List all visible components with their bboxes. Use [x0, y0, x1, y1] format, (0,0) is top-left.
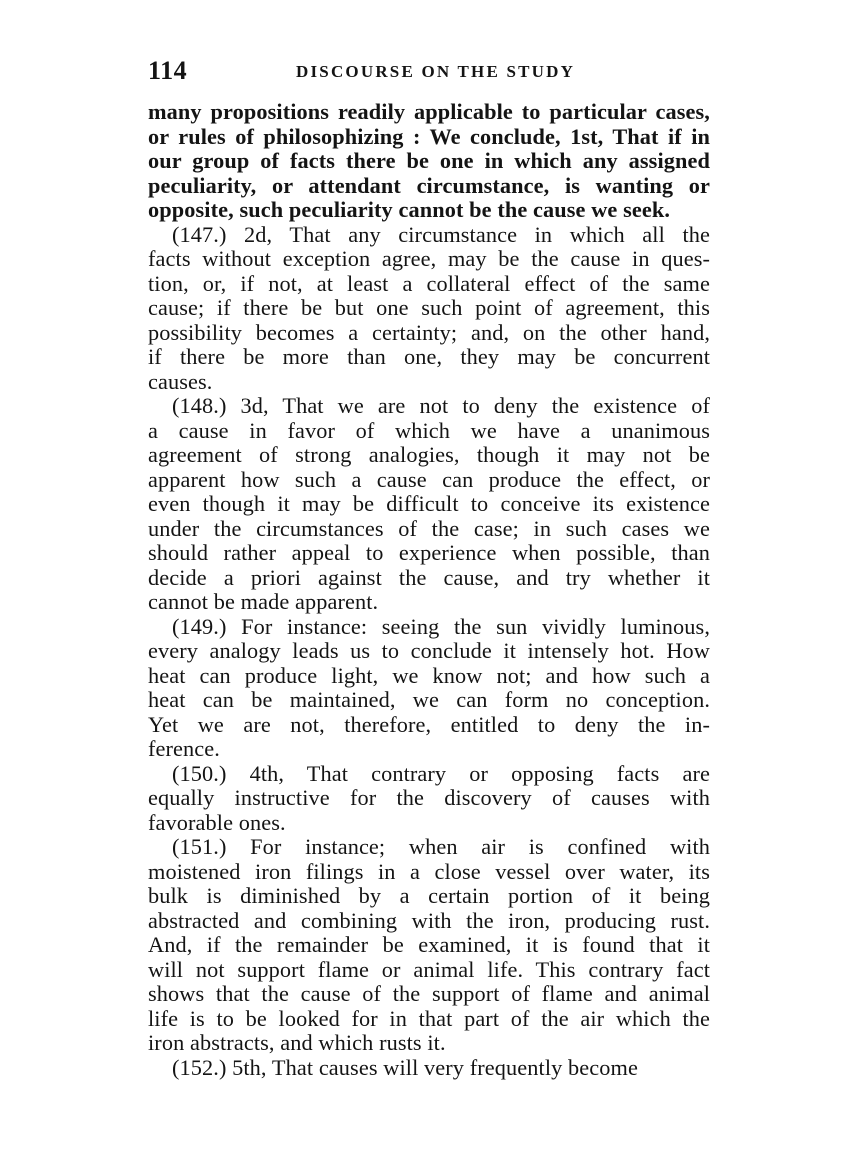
text-line: causes. — [148, 368, 213, 394]
text-line: ference. — [148, 736, 220, 761]
text-line: bulk is diminished by a certain portion of it being — [148, 883, 710, 908]
text-line: cause; if there be but one such point of agreement, this — [148, 295, 710, 320]
text-line: (147.) 2d, That any circumstance in which all the — [172, 221, 710, 247]
body-text — [148, 100, 710, 1080]
text-line: should rather appeal to experience when possible, than — [148, 540, 710, 565]
text-line: decide a priori against the cause, and try whether it — [148, 564, 710, 590]
page-number: 114 — [148, 56, 188, 85]
text-line: equally instructive for the discovery of causes with — [148, 785, 710, 810]
text-line: abstracted and combining with the iron, producing rust. — [148, 907, 710, 933]
text-line: iron abstracts, and which rusts it. — [148, 1030, 446, 1055]
text-line: (152.) 5th, That causes will very frequently become — [172, 1054, 638, 1080]
text-line: favorable ones. — [148, 809, 286, 835]
text-line: our group of facts there be one in which any assigned — [148, 148, 710, 173]
text-line: life is to be looked for in that part of the air which the — [148, 1005, 710, 1031]
text-line: cannot be made apparent. — [148, 589, 379, 614]
page-header — [148, 56, 710, 90]
text-line: Yet we are not, therefore, entitled to deny the in- — [148, 711, 710, 737]
text-line: moistened iron filings in a close vessel over water, its — [148, 858, 710, 884]
running-head: DISCOURSE ON THE STUDY — [296, 62, 576, 81]
text-line: under the circumstances of the case; in such cases we — [148, 515, 710, 541]
text-line: if there be more than one, they may be concurrent — [148, 344, 710, 369]
text-line: (150.) 4th, That contrary or opposing facts are — [172, 760, 710, 786]
text-line: possibility becomes a certainty; and, on the other hand, — [148, 319, 710, 345]
text-line: or rules of philosophizing : We conclude, 1st, That if in — [148, 123, 710, 149]
text-line: tion, or, if not, at least a collateral effect of the same — [148, 270, 710, 296]
text-line: And, if the remainder be examined, it is found that it — [148, 932, 710, 957]
text-line: heat can be maintained, we can form no conception. — [148, 687, 710, 712]
text-line: (149.) For instance: seeing the sun vividly luminous, — [172, 613, 710, 639]
text-line: facts without exception agree, may be the cause in ques- — [148, 246, 710, 271]
text-line: many propositions readily applicable to particular cases, — [148, 99, 710, 124]
text-line: (151.) For instance; when air is confined with — [172, 834, 710, 859]
text-line: every analogy leads us to conclude it intensely hot. How — [148, 638, 710, 663]
text-line: (148.) 3d, That we are not to deny the existence of — [172, 393, 710, 418]
text-line: opposite, such peculiarity cannot be the cause we seek. — [148, 197, 671, 222]
text-line: will not support flame or animal life. This contrary fact — [148, 956, 710, 982]
text-line: agreement of strong analogies, though it may not be — [148, 442, 710, 467]
text-line: heat can produce light, we know not; and how such a — [148, 662, 710, 688]
text-line: peculiarity, or attendant circumstance, is wanting or — [148, 172, 710, 198]
text-line: even though it may be difficult to conceive its existence — [148, 491, 710, 516]
text-line: apparent how such a cause can produce the effect, or — [148, 466, 710, 492]
text-line: shows that the cause of the support of flame and animal — [148, 981, 710, 1006]
text-line: a cause in favor of which we have a unanimous — [148, 417, 710, 443]
